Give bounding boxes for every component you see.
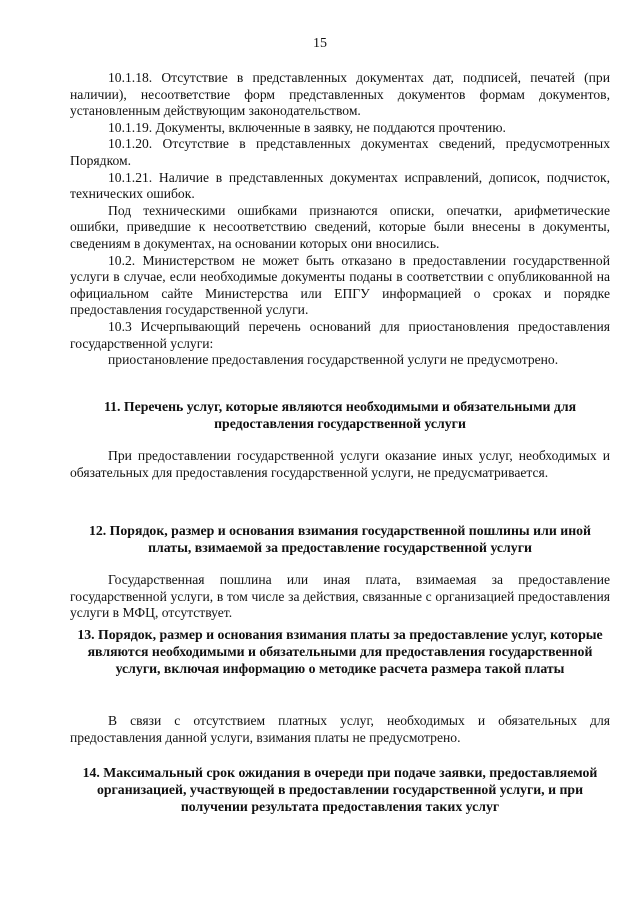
section-11-heading: 11. Перечень услуг, которые являются необходимыми и обязательными для предоставления государственной услуги [103,399,577,431]
paragraph-section-11: При предоставлении государственной услуги оказание иных услуг, необходимых и обязательных для предоставления государственной услуги, не предусматривается. [70,448,610,480]
section-11-body [70,448,610,481]
paragraph-10-1-19: 10.1.19. Документы, включенные в заявку, не поддаются прочтению. [108,119,506,135]
section-13-body [70,713,610,746]
section-12-body [70,572,610,622]
paragraph-10-3: 10.3 Исчерпывающий перечень оснований для приостановления предоставления государственной услуги: [70,318,610,351]
section-10-continuation [70,70,610,369]
paragraph-10-1-21: 10.1.21. Наличие в представленных документах исправлений, дописок, подчисток, технических ошибок. [70,169,610,202]
paragraph-10-1-20: 10.1.20. Отсутствие в представленных документах сведений, предусмотренных Порядком. [70,136,610,168]
page-number: 15 [313,36,327,51]
section-13-heading: 13. Порядок, размер и основания взимания платы за предоставление услуг, которые являются необходимыми и обязательными для предоставления государственной услуги, включая информацию о методике расчета размера такой платы [77,627,603,676]
paragraph-technical-errors: Под техническими ошибками признаются описки, опечатки, арифметические ошибки, приведшие к несоответствию сведений, которые были внесены в документы, сведениям в документах, на основании которых они вносились. [70,202,610,251]
paragraph-suspension-note: приостановление предоставления государственной услуги не предусмотрено. [108,352,559,368]
paragraph-10-2: 10.2. Министерством не может быть отказано в предоставлении государственной услуги в случае, если необходимые документы поданы в соответствии с опубликованной на официальном сайте Министерства или ЕПГУ информацией о сроках и порядке предоставления государственной услуги. [70,252,610,318]
paragraph-section-12: Государственная пошлина или иная плата, взимаемая за предоставление государственной услуги, в том числе за действия, связанные с организацией предоставления услуги в МФЦ, отсутствует. [70,572,610,621]
paragraph-10-1-18: 10.1.18. Отсутствие в представленных документах дат, подписей, печатей (при наличии), несоответствие форм представленных документов формам документов, установленным действующим законодательством. [70,70,610,119]
paragraph-section-13: В связи с отсутствием платных услуг, необходимых и обязательных для предоставления данной услуги, взимания платы не предусмотрено. [70,713,610,745]
section-14-heading: 14. Максимальный срок ожидания в очереди при подаче заявки, предоставляемой организацией, участвующей в предоставлении государственной услуги, и при получении результата предоставления таких услуг [82,765,598,814]
section-12-heading: 12. Порядок, размер и основания взимания государственной пошлины или иной платы, взимаемой за предоставление государственной услуги [88,523,591,555]
